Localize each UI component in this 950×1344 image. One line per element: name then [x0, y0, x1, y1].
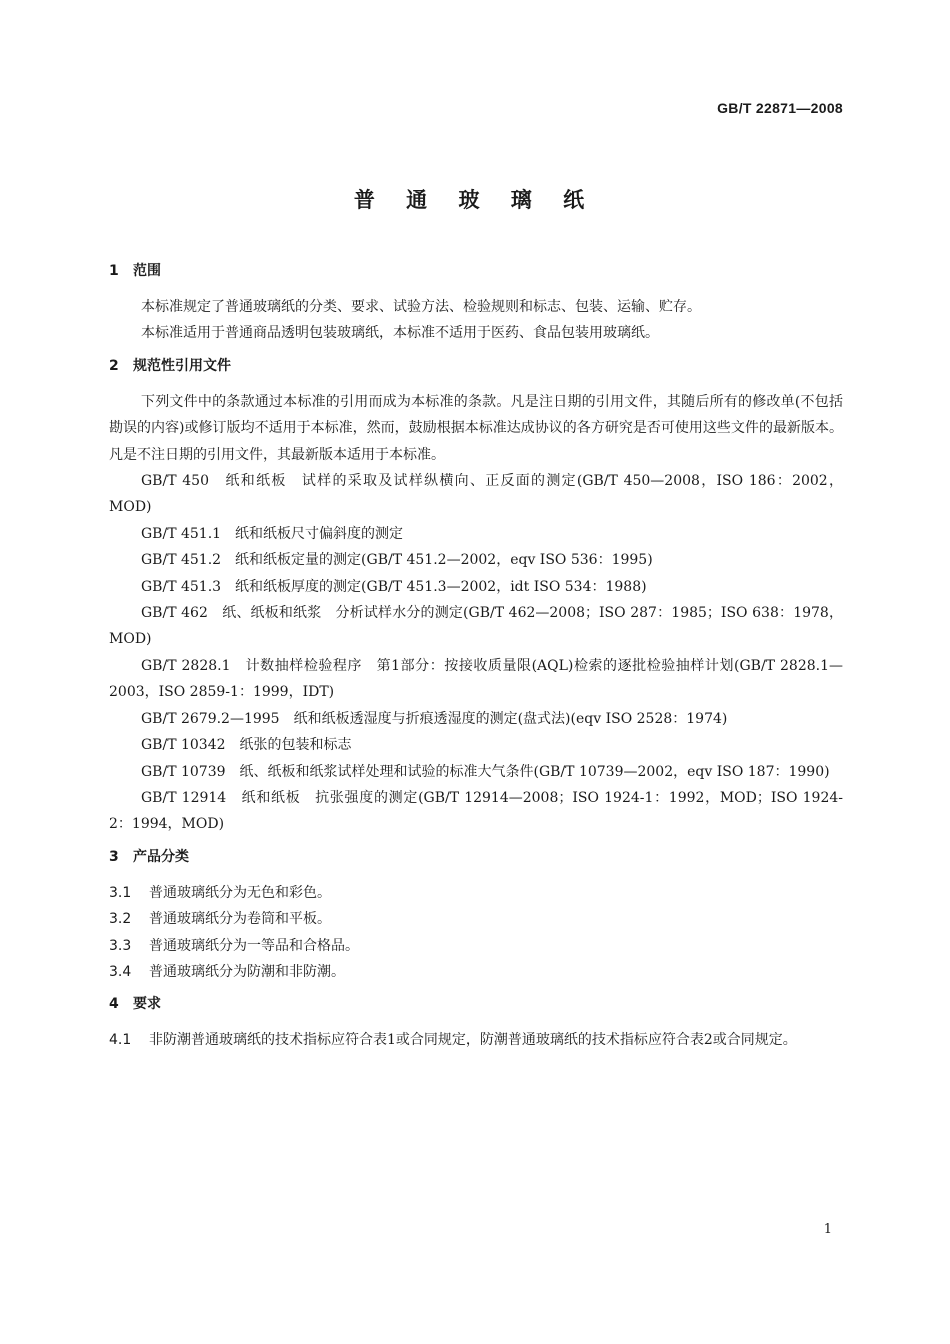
clause-number: 4.1: [109, 1032, 132, 1049]
document-body: [109, 258, 843, 1054]
paragraph: 本标准适用于普通商品透明包装玻璃纸，本标准不适用于医药、食品包装用玻璃纸。: [141, 325, 659, 342]
clause-number: 3.3: [109, 937, 132, 954]
clause-number: 3.1: [109, 884, 132, 901]
clause-item: [109, 959, 843, 985]
reference-item: GB/T 451.2 纸和纸板定量的测定(GB/T 451.2—2002，eqv ISO 536：1995): [141, 552, 653, 569]
clause-number: 3.2: [109, 911, 132, 928]
reference-item: GB/T 2679.2—1995 纸和纸板透湿度与折痕透湿度的测定(盘式法)(eqv ISO 2528：1974): [141, 710, 728, 727]
section-number: 4: [109, 996, 119, 1013]
clause-item: [109, 933, 843, 959]
paragraph: 下列文件中的条款通过本标准的引用而成为本标准的条款。凡是注日期的引用文件，其随后所有的修改单(不包括勘误的内容)或修订版均不适用于本标准，然而，鼓励根据本标准达成协议的各方研究是否可使用这些文件的最新版本。凡是不注日期的引用文件，其最新版本适用于本标准。: [109, 393, 843, 463]
clause-text: 普通玻璃纸分为卷筒和平板。: [149, 911, 331, 928]
reference-item: GB/T 10342 纸张的包装和标志: [141, 737, 352, 754]
page-number: 1: [823, 1222, 832, 1237]
section-title: 范围: [133, 263, 161, 279]
clause-text: 普通玻璃纸分为无色和彩色。: [149, 884, 331, 901]
clause-text: 普通玻璃纸分为一等品和合格品。: [149, 937, 359, 954]
section-number: 1: [109, 263, 119, 279]
section-title: 产品分类: [133, 848, 189, 865]
reference-item: GB/T 462 纸、纸板和纸浆 分析试样水分的测定(GB/T 462—2008；ISO 287：1985；ISO 638：1978，MOD): [109, 605, 843, 648]
clause-item: [109, 880, 843, 906]
section-heading-1: [109, 258, 843, 284]
standard-number: GB/T 22871—2008: [717, 100, 843, 116]
section-number: 2: [109, 357, 119, 374]
reference-item: GB/T 2828.1 计数抽样检验程序 第1部分：按接收质量限(AQL)检索的逐批检验抽样计划(GB/T 2828.1—2003，ISO 2859-1：1999，IDT): [109, 657, 843, 701]
section-title: 要求: [133, 996, 161, 1013]
reference-item: GB/T 450 纸和纸板 试样的采取及试样纵横向、正反面的测定(GB/T 450—2008，ISO 186：2002，MOD): [109, 473, 843, 516]
paragraph: 本标准规定了普通玻璃纸的分类、要求、试验方法、检验规则和标志、包装、运输、贮存。: [141, 299, 701, 315]
reference-item: GB/T 451.3 纸和纸板厚度的测定(GB/T 451.3—2002，idt ISO 534：1988): [141, 578, 647, 595]
section-heading-3: [109, 844, 843, 870]
page-title: 普 通 玻 璃 纸: [353, 188, 597, 212]
reference-item: GB/T 10739 纸、纸板和纸浆试样处理和试验的标准大气条件(GB/T 10739—2002，eqv ISO 187：1990): [141, 763, 830, 780]
clause-number: 3.4: [109, 963, 132, 980]
clause-item: [109, 906, 843, 932]
reference-item: GB/T 12914 纸和纸板 抗张强度的测定(GB/T 12914—2008；ISO 1924-1：1992，MOD；ISO 1924-2：1994，MOD): [109, 789, 843, 833]
section-heading-2: [109, 353, 843, 379]
clause-item: [109, 1027, 843, 1053]
clause-text: 非防潮普通玻璃纸的技术指标应符合表1或合同规定，防潮普通玻璃纸的技术指标应符合表2或合同规定。: [149, 1032, 797, 1049]
reference-item: GB/T 451.1 纸和纸板尺寸偏斜度的测定: [141, 525, 404, 542]
section-number: 3: [109, 848, 119, 865]
clause-text: 普通玻璃纸分为防潮和非防潮。: [149, 963, 345, 980]
section-title: 规范性引用文件: [133, 357, 231, 374]
section-heading-4: [109, 991, 843, 1017]
